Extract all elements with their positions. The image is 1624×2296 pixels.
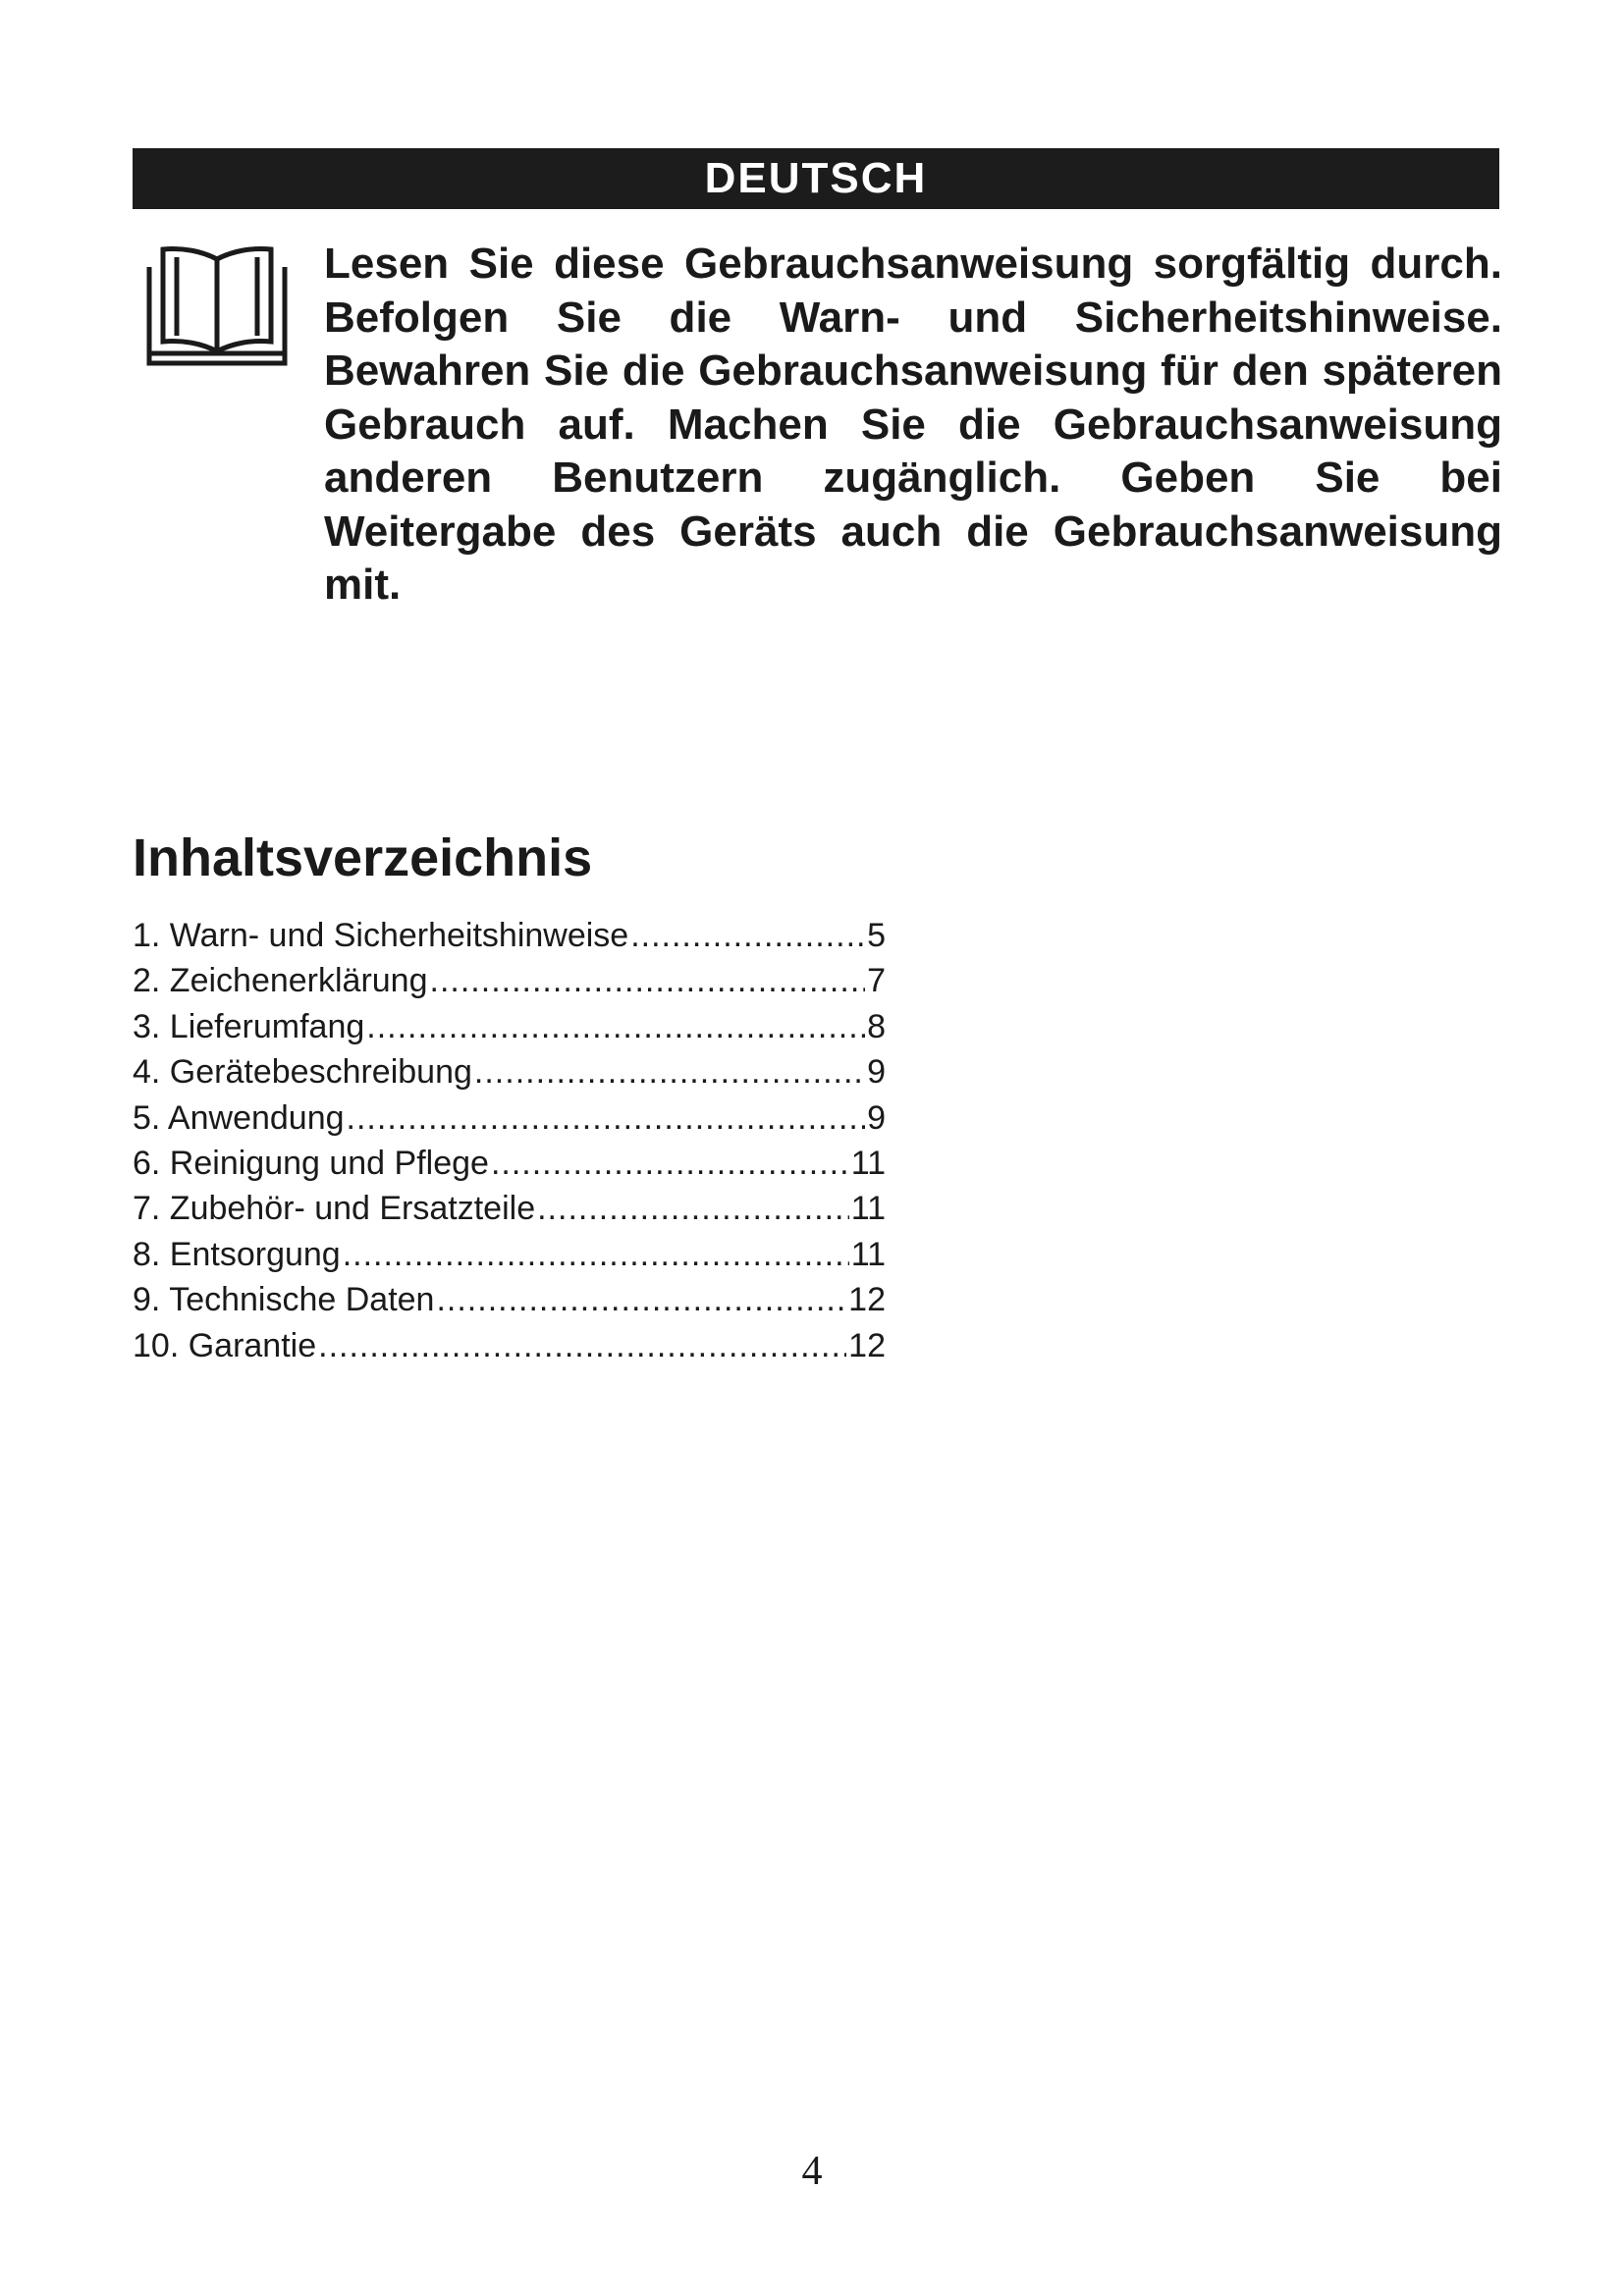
toc-entry-label: 9. Technische Daten [133, 1281, 435, 1319]
toc-entry-label: 6. Reinigung und Pflege [133, 1144, 489, 1182]
open-book-icon [145, 245, 289, 367]
intro-paragraph: Lesen Sie diese Gebrauchsanweisung sorgfältig durch. Befolgen Sie die Warn- und Sicherheitshinweise. Bewahren Sie die Gebrauchsanweisung für den späteren Gebrauch auf. Machen Sie die Gebrauchsanweisung anderen Benutzern zugänglich. Geben Sie bei Weitergabe des Geräts auch die Gebrauchsanweisung mit. [324, 240, 1502, 609]
toc-entry-label: 2. Zeichenerklärung [133, 962, 428, 1000]
toc-entry-label: 4. Gerätebeschreibung [133, 1053, 472, 1092]
toc-dot-leader [537, 1186, 849, 1231]
toc-entry[interactable] [133, 1049, 886, 1095]
toc-entry-label: 1. Warn- und Sicherheitshinweise [133, 917, 629, 954]
toc-entry-page: 8 [867, 1007, 886, 1045]
toc-entry[interactable] [133, 913, 886, 958]
toc-dot-leader [430, 958, 866, 1003]
toc-entry[interactable] [133, 1232, 886, 1277]
toc-entry-page: 5 [867, 917, 886, 954]
toc-entry-page: 11 [850, 1235, 886, 1273]
toc-entry-label: 5. Anwendung [133, 1098, 345, 1137]
language-label: DEUTSCH [704, 154, 928, 202]
toc-entry[interactable] [133, 1186, 886, 1231]
toc-entry[interactable] [133, 1277, 886, 1322]
toc-entry[interactable] [133, 1323, 886, 1368]
toc-entry[interactable] [133, 958, 886, 1003]
toc-entry-page: 12 [848, 1326, 886, 1364]
toc-entry-page: 9 [867, 1098, 886, 1137]
toc-dot-leader [366, 1004, 865, 1049]
toc-dot-leader [474, 1049, 865, 1095]
toc-title: Inhaltsverzeichnis [133, 828, 593, 887]
toc-entry[interactable] [133, 1095, 886, 1141]
toc-entry-page: 9 [867, 1053, 886, 1092]
toc-dot-leader [318, 1323, 846, 1368]
toc-entry-label: 7. Zubehör- und Ersatzteile [133, 1190, 536, 1228]
toc-entry-label: 3. Lieferumfang [133, 1007, 365, 1045]
toc-dot-leader [491, 1141, 849, 1186]
toc-entry-page: 11 [850, 1190, 886, 1228]
toc-dot-leader [436, 1277, 846, 1322]
toc-dot-leader [630, 913, 865, 958]
toc-entry-label: 10. Garantie [133, 1326, 317, 1364]
toc-dot-leader [347, 1095, 866, 1141]
toc-entry-label: 8. Entsorgung [133, 1235, 341, 1273]
toc-entry[interactable] [133, 1004, 886, 1049]
toc-list [133, 913, 886, 1368]
toc-entry[interactable] [133, 1141, 886, 1186]
page-number: 4 [801, 2149, 823, 2194]
toc-entry-page: 7 [867, 962, 886, 1000]
toc-dot-leader [343, 1232, 849, 1277]
toc-entry-page: 11 [850, 1144, 886, 1182]
toc-entry-page: 12 [848, 1281, 886, 1319]
language-banner [133, 148, 1499, 209]
